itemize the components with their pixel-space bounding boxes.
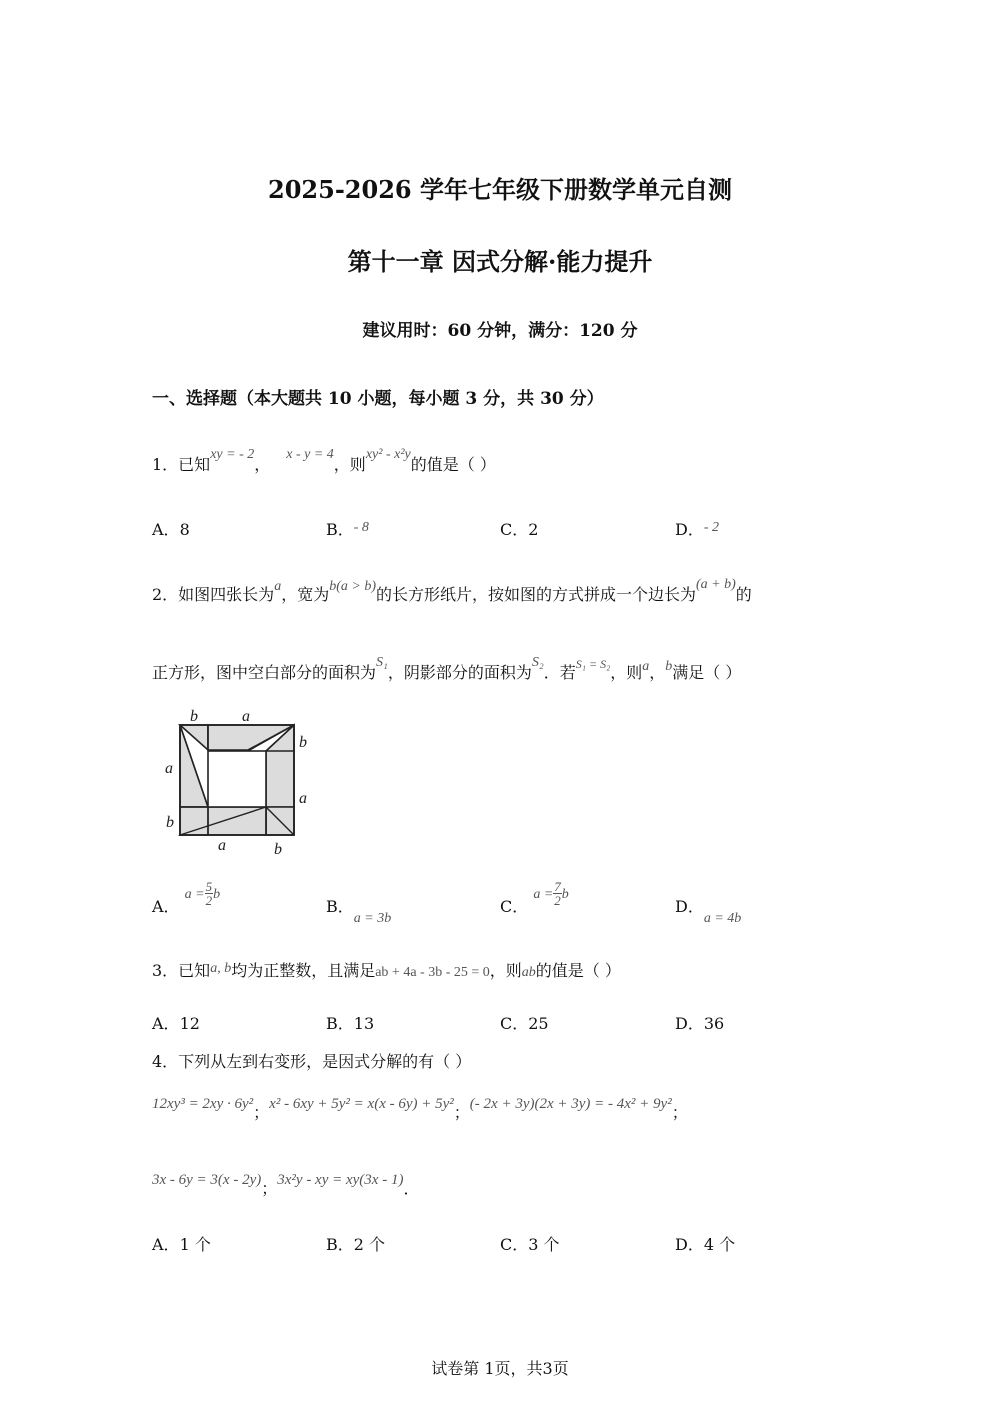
denominator: 2 bbox=[554, 893, 561, 908]
option-label: D． bbox=[675, 1014, 704, 1033]
option-value: - 8 bbox=[353, 520, 369, 535]
option-label: D． bbox=[675, 897, 704, 916]
q2-option-a bbox=[152, 879, 221, 916]
q2-math-s2: S₂ bbox=[531, 655, 544, 670]
question-2-line-2 bbox=[152, 655, 742, 683]
numerator: 7 bbox=[554, 879, 561, 894]
semicolon: ； bbox=[671, 1103, 688, 1122]
option-math: a = bbox=[184, 887, 205, 902]
option-value: a = 3b bbox=[353, 911, 392, 926]
semicolon: ； bbox=[253, 1103, 270, 1122]
q3-option-c bbox=[500, 1011, 549, 1034]
inner-square bbox=[208, 751, 266, 807]
q2-math-b2: b bbox=[665, 659, 673, 674]
q4-option-c bbox=[500, 1232, 560, 1255]
label-b-left: b bbox=[166, 814, 174, 831]
label-a-top: a bbox=[242, 708, 250, 725]
q2-text: ， bbox=[649, 663, 666, 682]
question-2-line-1 bbox=[152, 577, 752, 605]
q2-option-d bbox=[675, 894, 742, 926]
q2-math-a2: a bbox=[642, 659, 650, 674]
q3-math-1: a, b bbox=[210, 961, 232, 976]
option-label: C． bbox=[500, 520, 529, 539]
q4-option-a bbox=[152, 1232, 211, 1255]
label-a-right: a bbox=[299, 790, 307, 807]
page-footer: 试卷第 1页，共3页 bbox=[431, 1359, 569, 1378]
question-1 bbox=[152, 447, 496, 475]
q4-expr-2: x² - 6xy + 5y² = x(x - 6y) + 5y² bbox=[269, 1096, 454, 1112]
document-title: 2025-2026 学年七年级下册数学单元自测 bbox=[268, 175, 732, 204]
q1-sep-2: ，则 bbox=[333, 455, 366, 474]
option-value: 25 bbox=[528, 1014, 549, 1033]
option-value: 13 bbox=[353, 1014, 375, 1033]
option-value: 1 个 bbox=[179, 1235, 211, 1254]
q3-text: 3．已知 bbox=[152, 961, 211, 980]
q2-math-s1: S₁ bbox=[376, 655, 388, 670]
q3-text: 的值是（ ） bbox=[535, 961, 621, 980]
q2-text: ，则 bbox=[610, 663, 643, 682]
q2-math-a: a bbox=[274, 579, 282, 594]
option-label: A． bbox=[152, 897, 180, 916]
q2-text: 2．如图四张长为 bbox=[152, 585, 275, 604]
option-value: 36 bbox=[703, 1014, 725, 1033]
option-value: 2 bbox=[528, 520, 539, 539]
option-label: B． bbox=[326, 897, 354, 916]
period: ． bbox=[403, 1179, 420, 1198]
q4-option-b bbox=[326, 1232, 385, 1255]
option-value: 2 个 bbox=[353, 1235, 386, 1254]
denominator: 2 bbox=[205, 893, 213, 908]
option-label: B． bbox=[326, 520, 354, 539]
q3-option-b bbox=[326, 1011, 374, 1034]
q4-option-d bbox=[675, 1232, 735, 1255]
label-a-left: a bbox=[165, 760, 173, 777]
option-label: A． bbox=[152, 520, 180, 539]
option-label: A． bbox=[152, 1014, 180, 1033]
square-puzzle-figure bbox=[160, 705, 320, 860]
q4-expressions-line-1 bbox=[152, 1090, 688, 1122]
option-value: 3 个 bbox=[528, 1235, 560, 1254]
label-b-bottom: b bbox=[274, 841, 282, 858]
q2-text: ，阴影部分的面积为 bbox=[387, 663, 532, 682]
option-label: C． bbox=[500, 1235, 529, 1254]
q2-text: 正方形，图中空白部分的面积为 bbox=[152, 663, 377, 682]
question-4: 4．下列从左到右变形，是因式分解的有（ ） bbox=[152, 1052, 472, 1071]
option-value: 4 个 bbox=[703, 1235, 736, 1254]
q2-text: ，宽为 bbox=[281, 585, 330, 604]
option-value: 8 bbox=[179, 520, 190, 539]
semicolon: ； bbox=[453, 1103, 470, 1122]
q1-sep-1: ， bbox=[254, 455, 271, 474]
option-label: D． bbox=[675, 1235, 704, 1254]
q4-expr-5: 3x²y - xy = xy(3x - 1) bbox=[277, 1172, 404, 1188]
q1-option-a bbox=[152, 517, 190, 540]
semicolon: ； bbox=[261, 1179, 278, 1198]
q3-text: ，则 bbox=[489, 961, 522, 980]
q2-math-b: b(a > b) bbox=[329, 579, 376, 594]
option-label: C． bbox=[500, 1014, 529, 1033]
q1-option-b bbox=[326, 517, 369, 540]
q4-expr-3: (- 2x + 3y)(2x + 3y) = - 4x² + 9y² bbox=[469, 1096, 672, 1112]
option-label: C． bbox=[500, 897, 529, 916]
option-label: A． bbox=[152, 1235, 180, 1254]
label-b-right: b bbox=[299, 734, 307, 751]
q2-text: 满足（ ） bbox=[672, 663, 742, 682]
option-value: a = 4b bbox=[703, 911, 742, 926]
section-title: 一、选择题（本大题共 10 小题，每小题 3 分，共 30 分） bbox=[152, 389, 604, 409]
q1-prefix: 1．已知 bbox=[152, 455, 211, 474]
label-a-bottom: a bbox=[218, 837, 226, 854]
q1-suffix: 的值是（ ） bbox=[410, 455, 496, 474]
q2-text: ．若 bbox=[543, 663, 576, 682]
q2-math-eq: S₁ = S₂ bbox=[575, 657, 611, 671]
numerator: 5 bbox=[205, 879, 213, 894]
question-3 bbox=[152, 958, 621, 981]
option-value: 12 bbox=[179, 1014, 200, 1033]
fraction bbox=[205, 880, 214, 907]
q1-math-3: xy² - x²y bbox=[365, 447, 411, 462]
q2-text: 的长方形纸片，按如图的方式拼成一个边长为 bbox=[375, 585, 696, 604]
q3-text: 均为正整数，且满足 bbox=[231, 961, 376, 980]
q2-option-b bbox=[326, 894, 392, 926]
option-math: b bbox=[213, 887, 221, 902]
label-b-top: b bbox=[190, 708, 198, 725]
q3-option-a bbox=[152, 1011, 200, 1034]
chapter-title: 第十一章 因式分解·能力提升 bbox=[347, 247, 653, 276]
q3-math-2: ab + 4a - 3b - 25 = 0 bbox=[375, 965, 490, 980]
q1-math-2: x - y = 4 bbox=[286, 447, 334, 462]
option-math: a = bbox=[533, 887, 554, 902]
option-label: B． bbox=[326, 1014, 354, 1033]
q3-option-d bbox=[675, 1011, 724, 1034]
q2-option-c bbox=[500, 879, 569, 916]
q3-math-3: ab bbox=[521, 965, 536, 980]
q2-text: 的 bbox=[735, 585, 752, 604]
option-math: b bbox=[561, 887, 569, 902]
fraction bbox=[553, 880, 562, 907]
option-label: D． bbox=[675, 520, 704, 539]
q1-option-c bbox=[500, 517, 538, 540]
q1-math-1: xy = - 2 bbox=[210, 447, 255, 462]
option-label: B． bbox=[326, 1235, 354, 1254]
option-value: - 2 bbox=[703, 520, 720, 535]
time-score-info: 建议用时：60 分钟，满分：120 分 bbox=[362, 321, 638, 341]
q4-expressions-line-2 bbox=[152, 1166, 420, 1198]
q1-option-d bbox=[675, 517, 719, 540]
q4-expr-4: 3x - 6y = 3(x - 2y) bbox=[152, 1172, 262, 1188]
q2-math-ab: (a + b) bbox=[696, 577, 736, 592]
q4-expr-1: 12xy³ = 2xy · 6y² bbox=[152, 1096, 254, 1112]
